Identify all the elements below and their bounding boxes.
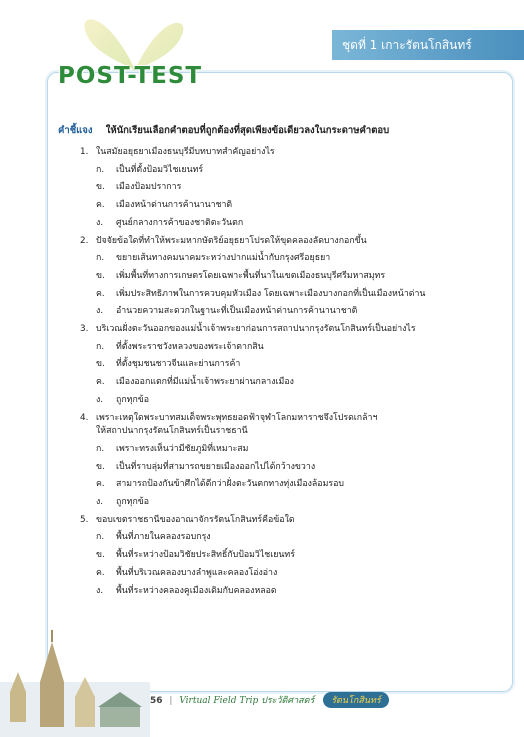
option-letter: ข. xyxy=(96,550,105,561)
option-text: พื้นที่ภายในคลองรอบกรุง xyxy=(116,532,211,543)
option-text: เพราะทรงเห็นว่ามีชัยภูมิที่เหมาะสม xyxy=(116,443,249,454)
option-item[interactable] xyxy=(80,305,500,319)
option-letter: ค. xyxy=(96,288,105,299)
instruction xyxy=(58,123,498,138)
question-number: 4. xyxy=(80,412,89,423)
option-letter: ก. xyxy=(96,532,105,543)
option-item[interactable] xyxy=(80,443,500,457)
option-letter: ก. xyxy=(96,164,105,175)
question-text: ขอบเขตราชธานีของอาณาจักรรัตนโกสินทร์คือข้อใด xyxy=(96,514,295,525)
option-letter: ง. xyxy=(96,585,104,596)
option-item[interactable] xyxy=(80,496,500,510)
option-text: ถูกทุกข้อ xyxy=(116,394,150,405)
option-letter: ค. xyxy=(96,479,105,490)
option-item[interactable] xyxy=(80,199,500,213)
option-text: เมืองหน้าด่านการค้านานาชาติ xyxy=(116,200,233,211)
option-letter: ง. xyxy=(96,306,104,317)
option-item[interactable] xyxy=(80,461,500,475)
option-item[interactable] xyxy=(80,217,500,231)
temple-illustration-icon xyxy=(0,622,150,737)
option-letter: ข. xyxy=(96,461,105,472)
question-item xyxy=(80,412,500,510)
question-list xyxy=(80,146,500,602)
option-letter: ก. xyxy=(96,253,105,264)
footer-separator: | xyxy=(169,696,173,706)
question-item xyxy=(80,235,500,320)
option-text: ถูกทุกข้อ xyxy=(116,497,150,508)
page-footer xyxy=(150,692,389,712)
option-text: เพิ่มพื้นที่ทางการเกษตรโดยเฉพาะพื้นที่นาในเขตเมืองธนบุรีศรีมหาสมุทร xyxy=(116,270,386,281)
option-letter: ค. xyxy=(96,377,105,388)
option-letter: ง. xyxy=(96,497,104,508)
page-number: 56 xyxy=(150,696,163,706)
option-item[interactable] xyxy=(80,341,500,355)
question-number: 1. xyxy=(80,147,89,157)
instruction-lead: คำชี้แจง xyxy=(58,125,93,136)
option-text: ขยายเส้นทางคมนาคมระหว่างปากแม่น้ำกับกรุงศรีอยุธยา xyxy=(116,253,331,264)
set-label: ชุดที่ 1 เกาะรัตนโกสินทร์ xyxy=(342,38,472,52)
question-item xyxy=(80,514,500,599)
option-item[interactable] xyxy=(80,288,500,302)
option-text: พื้นที่บริเวณคลองบางลำพูและคลองโอ่งอ่าง xyxy=(116,567,278,578)
option-text: ศูนย์กลางการค้าของชาติตะวันตก xyxy=(116,217,244,228)
option-letter: ง. xyxy=(96,217,104,228)
option-text: อำนวยความสะดวกในฐานะที่เป็นเมืองหน้าด่านการค้านานาชาติ xyxy=(116,306,358,317)
question-item xyxy=(80,323,500,408)
question-text: ในสมัยอยุธยาเมืองธนบุรีมีบทบาทสำคัญอย่างไร xyxy=(96,147,275,157)
option-item[interactable] xyxy=(80,478,500,492)
question-item xyxy=(80,146,500,231)
option-text: พื้นที่ระหว่างคลองคูเมืองเดิมกับคลองหลอด xyxy=(116,585,277,596)
question-number: 3. xyxy=(80,324,89,335)
question-text: ปัจจัยข้อใดที่ทำให้พระมหากษัตริย์อยุธยาโปรดให้ขุดคลองลัดบางกอกขึ้น xyxy=(96,235,367,246)
option-text: เมืองป้อมปราการ xyxy=(116,182,182,193)
option-text: ที่ตั้งชุมชนชาวจีนและย่านการค้า xyxy=(116,359,241,370)
option-text: สามารถป้องกันข้าศึกได้ดีกว่าฝั่งตะวันตกทางทุ่งเมืองล้อมรอบ xyxy=(116,479,344,490)
option-letter: ข. xyxy=(96,359,105,370)
option-item[interactable] xyxy=(80,252,500,266)
option-text: เป็นที่ตั้งป้อมวิไชเยนทร์ xyxy=(116,164,204,175)
series-title: Virtual Field Trip ประวัติศาสตร์ xyxy=(179,696,315,706)
question-number: 2. xyxy=(80,235,89,246)
option-item[interactable] xyxy=(80,531,500,545)
option-item[interactable] xyxy=(80,164,500,178)
option-item[interactable] xyxy=(80,270,500,284)
option-letter: ก. xyxy=(96,341,105,352)
question-text-continued: ให้สถาปนากรุงรัตนโกสินทร์เป็นราชธานี xyxy=(96,426,248,437)
option-text: พื้นที่ระหว่างป้อมวิชัยประสิทธิ์กับป้อมวิไชเยนทร์ xyxy=(116,550,295,561)
option-item[interactable] xyxy=(80,549,500,563)
option-letter: ข. xyxy=(96,270,105,281)
option-letter: ข. xyxy=(96,182,105,193)
question-number: 5. xyxy=(80,514,89,525)
option-letter: ง. xyxy=(96,394,104,405)
instruction-text: ให้นักเรียนเลือกคำตอบที่ถูกต้องที่สุดเพียงข้อเดียวลงในกระดาษคำตอบ xyxy=(105,125,390,136)
page-title: POST-TEST xyxy=(58,63,203,89)
question-text: เพราะเหตุใดพระบาทสมเด็จพระพุทธยอดฟ้าจุฬาโลกมหาราชจึงโปรดเกล้าฯ xyxy=(96,412,378,423)
option-item[interactable] xyxy=(80,358,500,372)
option-text: เพิ่มประสิทธิภาพในการควบคุมหัวเมือง โดยเฉพาะเมืองบางกอกที่เป็นเมืองหน้าด่าน xyxy=(116,288,426,299)
set-header-banner xyxy=(332,30,524,60)
option-text: เมืองออกแตกที่มีแม่น้ำเจ้าพระยาผ่านกลางเมือง xyxy=(116,377,294,388)
option-item[interactable] xyxy=(80,181,500,195)
option-item[interactable] xyxy=(80,585,500,599)
option-letter: ก. xyxy=(96,443,105,454)
option-text: เป็นที่ราบลุ่มที่สามารถขยายเมืองออกไปได้กว้างขวาง xyxy=(116,461,316,472)
option-item[interactable] xyxy=(80,376,500,390)
brand-badge: รัตนโกสินทร์ xyxy=(323,692,389,708)
option-text: ที่ตั้งพระราชวังหลวงของพระเจ้าตากสิน xyxy=(116,341,264,352)
option-item[interactable] xyxy=(80,394,500,408)
question-text: บริเวณฝั่งตะวันออกของแม่น้ำเจ้าพระยาก่อนการสถาปนากรุงรัตนโกสินทร์เป็นอย่างไร xyxy=(96,324,416,335)
option-letter: ค. xyxy=(96,200,105,211)
option-item[interactable] xyxy=(80,567,500,581)
option-letter: ค. xyxy=(96,567,105,578)
